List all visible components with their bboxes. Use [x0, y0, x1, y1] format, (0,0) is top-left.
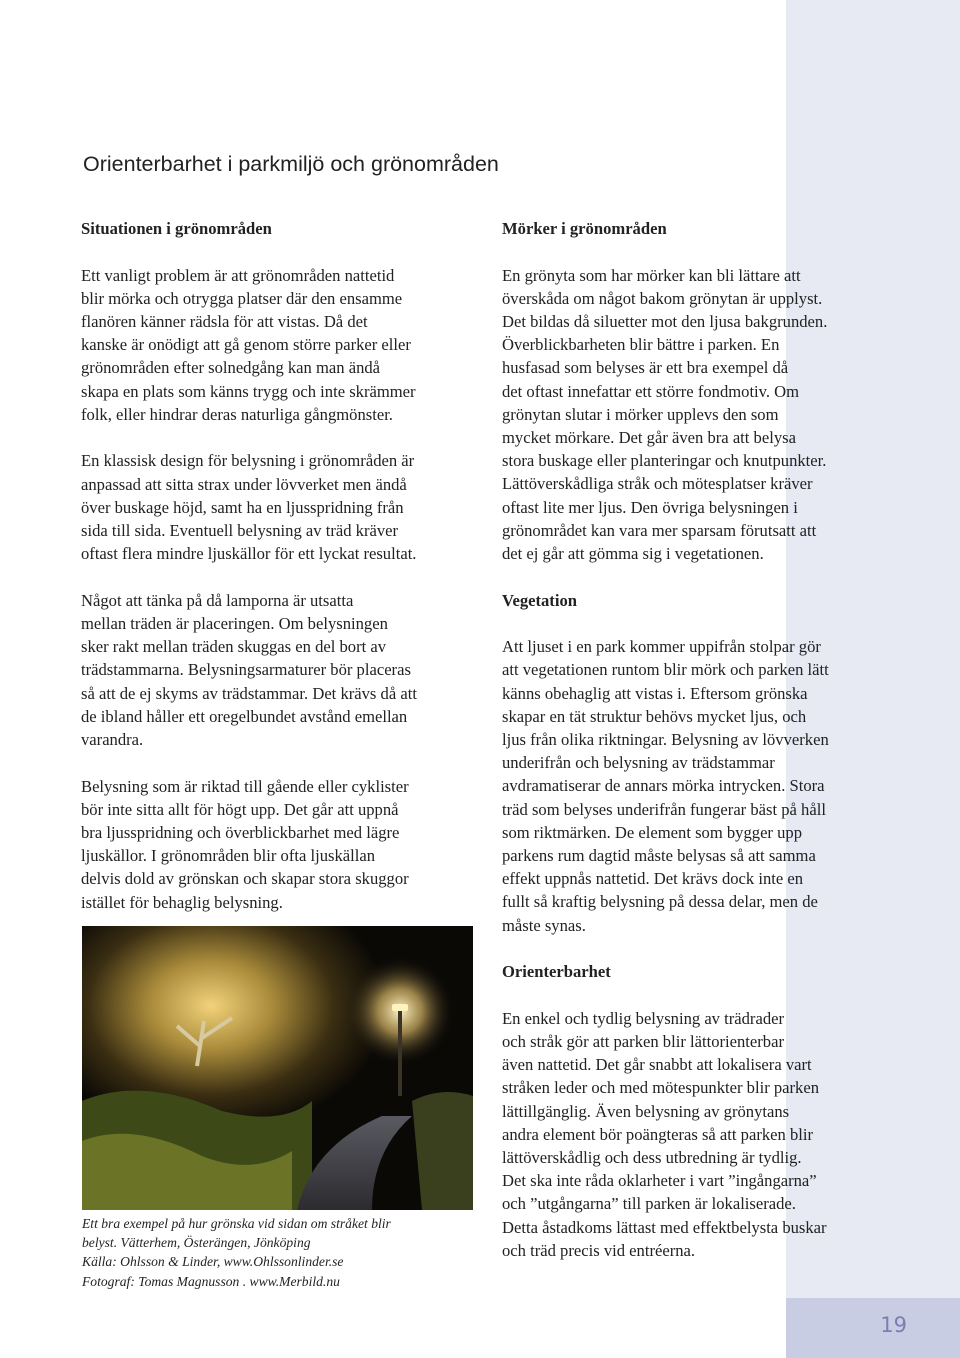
park-night-photo-illustration [82, 926, 473, 1210]
photo-caption: Ett bra exempel på hur grönska vid sidan om stråket blir belyst. Vätterhem, Österängen, Jönköping Källa: Ohlsson & Linder, www.Ohlssonlinder.se Fotograf: Tomas Magnusson . www.Merbild.nu [82, 1216, 391, 1289]
paragraph: Ett vanligt problem är att grönområden nattetid blir mörka och otrygga platser där den ensamme flanören känner rädsla för att vistas. Då det kanske är onödigt att gå genom större parker eller grönområden efter solnedgång kan man ändå skapa en plats som känns trygg och inte skrämmer folk, eller hindrar deras naturliga gångmönster. [81, 265, 416, 424]
right-column [502, 217, 897, 1285]
section-heading-situation: Situationen i grönområden [81, 219, 272, 238]
paragraph: Att ljuset i en park kommer uppifrån stolpar gör att vegetationen runtom blir mörk och parken lätt känns obehaglig att vistas i. Eftersom grönska skapar en tät struktur behövs mycket ljus, och ljus från olika riktningar. Belysning av lövverken underifrån och belysning av trädstammar avdramatiserar de annars mörka intrycken. Stora träd som belyses underifrån fungerar bäst på håll som riktmärken. De element som bygger upp parkens rum dagtid måste belysas så att samma effekt uppnås nattetid. Det krävs dock inte en fullt så kraftig belysning på dessa delar, men de måste synas. [502, 637, 829, 935]
left-column [81, 217, 476, 937]
paragraph: Belysning som är riktad till gående eller cyklister bör inte sitta allt för högt upp. Det går att uppnå bra ljusspridning och överblickbarhet med lägre ljuskällor. I grönområden blir ofta ljuskällan delvis dold av grönskan och skapar stora skuggor istället för behaglig belysning. [81, 776, 409, 912]
section-heading-vegetation: Vegetation [502, 590, 577, 610]
paragraph: Något att tänka på då lamporna är utsatta mellan träden är placeringen. Om belysningen sker rakt mellan träden skuggas en del bort av trädstammarna. Belysningsarmaturer bör placeras så att de ej skyms av trädstammar. Det krävs då att de ibland håller ett oregelbundet avstånd emellan varandra. [81, 590, 417, 750]
section-heading-orientation: Orienterbarhet [502, 962, 611, 982]
page-title: Orienterbarhet i parkmiljö och grönområden [83, 152, 499, 176]
paragraph: En grönyta som har mörker kan bli lättare att överskåda om något bakom grönytan är upplyst. Det bildas då siluetter mot den ljusa bakgrunden. Överblickbarheten blir bättre i parken. En husfasad som belyses är ett bra exempel då det oftast innefattar ett större fondmotiv. Om grönytan slutar i mörker upplevs den som mycket mörkare. Det går även bra att belysa stora buskage eller planteringar och knutpunkter. Lättöverskådliga stråk och mötesplatser kräver oftast lite mer ljus. Den övriga belysningen i grönområdet kan vara mer sparsam förutsatt att det ej går att gömma sig i vegetationen. [502, 265, 828, 564]
section-heading-darkness: Mörker i grönområden [502, 219, 667, 238]
page-number-box [786, 1298, 960, 1358]
page-number: 19 [880, 1313, 907, 1337]
park-night-photo [82, 926, 473, 1210]
paragraph: En klassisk design för belysning i grönområden är anpassad att sitta strax under lövverket men ändå över buskage höjd, samt ha en ljusspridning från sida till sida. Eventuell belysning av träd kräver oftast flera mindre ljuskällor för ett lyckat resultat. [81, 451, 417, 564]
paragraph: En enkel och tydlig belysning av trädrader och stråk gör att parken blir lättorienterbar även nattetid. Det går snabbt att lokalisera vart stråken leder och med mötespunkter blir parken lättillgänglig. Även belysning av grönytans andra element bör poängteras så att parken blir lättöverskådlig och dess utbredning är tydlig. Det ska inte råda oklarheter i vart ”ingångarna” och ”utgångarna” till parken är lokaliserade. Detta åstadkoms lättast med effektbelysta buskar och träd precis vid entréerna. [502, 1008, 827, 1260]
